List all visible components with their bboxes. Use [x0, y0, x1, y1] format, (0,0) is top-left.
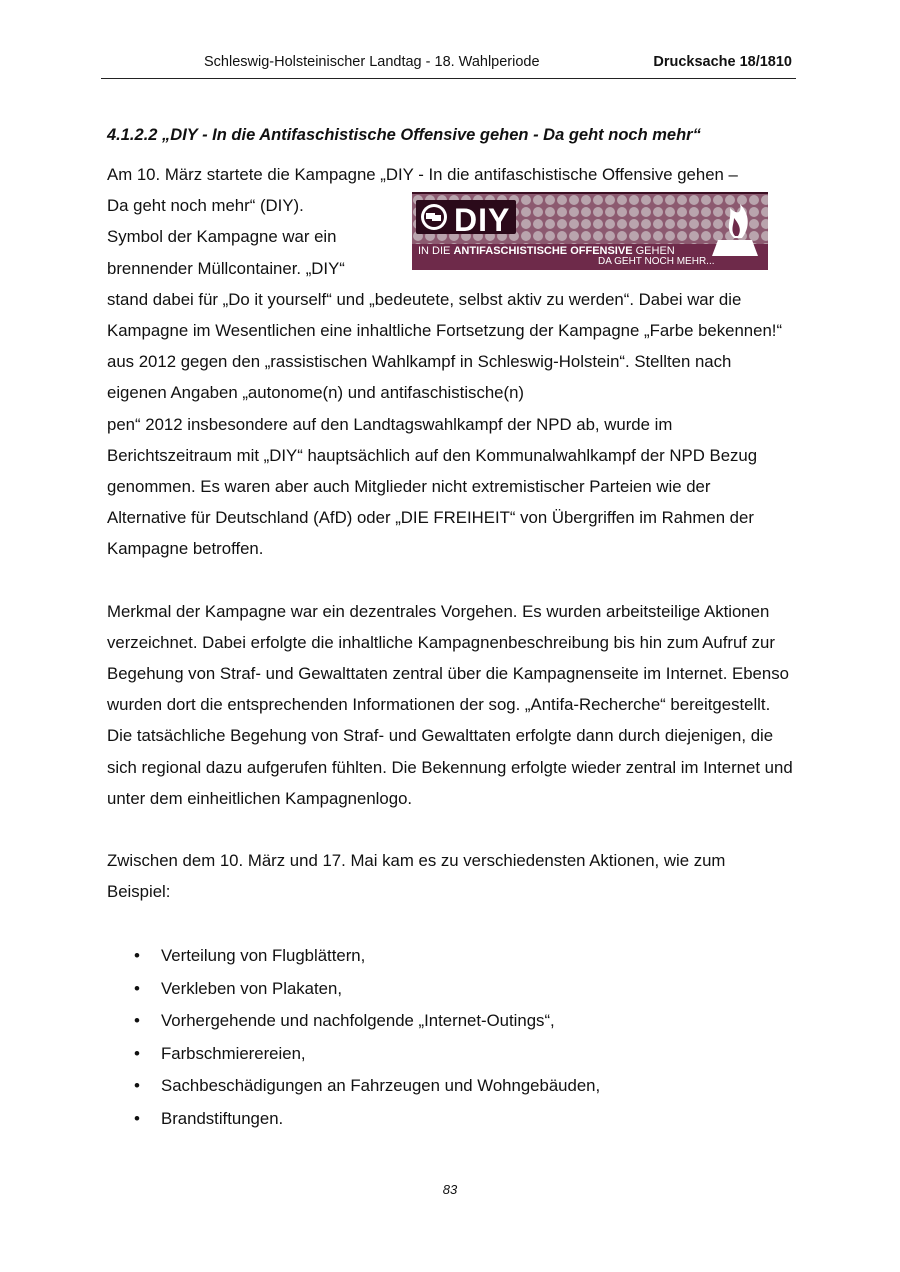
page-number: 83	[442, 1182, 458, 1197]
paragraph-intro-tail: pen“ 2012 insbesondere auf den Landtagswahlkampf der NPD ab, wurde im Berichtszeitraum mit „DIY“ hauptsächlich auf den Kommunalwahlkampf der NPD Bezug genommen. Es waren aber auch Mitglieder nicht extremistischer Parteien wie der Alternative für Deutschland (AfD) oder „DIE FREIHEIT“ von Übergriffen im Rahmen der Kampagne betroffen.	[107, 414, 758, 559]
paragraph-intro-line4: brennender Müllcontainer. „DIY“	[107, 258, 345, 278]
list-item: • Verteilung von Flugblättern,	[161, 940, 793, 972]
paragraph-method: Merkmal der Kampagne war ein dezentrales Vorgehen. Es wurden arbeitsteilige Aktionen verzeichnet. Dabei erfolgte die inhaltliche Kampagnenbeschreibung bis hin zum Aufruf zur Begehung von Straf- und Gewalttaten zentral über die Kampagnenseite im Internet. Ebenso wurden dort die entsprechenden Informationen der sog. „Antifa-Recherche“ bereitgestellt. Die tatsächliche Begehung von Straf- und Gewalttaten erfolgte dann durch diejenigen, die sich regional dazu aufgerufen fühlten. Die Bekennung erfolgte wieder zentral im Internet und unter dem einheitlichen Kampagnenlogo.	[107, 601, 793, 808]
paragraph-intro-line3: Symbol der Kampagne war ein	[107, 227, 337, 247]
list-item: • Farbschmierereien,	[161, 1038, 793, 1070]
header-title: Schleswig-Holsteinischer Landtag - 18. Wahlperiode	[204, 54, 540, 70]
list-item: • Sachbeschädigungen an Fahrzeugen und Wohngebäuden,	[161, 1070, 793, 1102]
paragraph-intro-rest: stand dabei für „Do it yourself“ und „bedeutete, selbst aktiv zu werden“. Dabei war die Kampagne im Wesentlichen eine inhaltliche Fortsetzung der Kampagne „Farbe bekennen!“ aus 2012 gegen den „rassistischen Wahlkampf in Schleswig-Holstein“. Stellten nach eigenen Angaben „autonome(n) und antifaschistische(n)	[107, 289, 783, 403]
campaign-banner-image	[412, 192, 768, 270]
paragraph-intro-line1: Am 10. März startete die Kampagne „DIY - In die antifaschistische Offensive gehen –	[107, 165, 738, 184]
document-number: Drucksache 18/1810	[653, 54, 792, 70]
banner-slogan-bold: ANTIFASCHISTISCHE OFFENSIVE	[453, 245, 633, 258]
list-item: • Verkleben von Plakaten,	[161, 973, 793, 1005]
section-heading: 4.1.2.2 „DIY - In die Antifaschistische Offensive gehen - Da geht noch mehr“	[107, 126, 701, 144]
list-item: • Brandstiftungen.	[161, 1103, 793, 1135]
banner-slogan-suffix: GEHEN	[635, 245, 675, 258]
banner-slogan-line2: DA GEHT NOCH MEHR...	[598, 256, 715, 268]
list-item: • Vorhergehende und nachfolgende „Internet-Outings“,	[161, 1005, 793, 1037]
banner-slogan-prefix: IN DIE	[418, 245, 451, 258]
paragraph-intro-line2: Da geht noch mehr“ (DIY).	[107, 196, 304, 216]
page-header	[101, 52, 796, 79]
page-body	[107, 120, 793, 1135]
paragraph-actions-intro: Zwischen dem 10. März und 17. Mai kam es zu verschiedensten Aktionen, wie zum Beispiel:	[107, 851, 726, 902]
banner-logo-text: DIY	[454, 202, 511, 239]
actions-list	[107, 940, 793, 1134]
